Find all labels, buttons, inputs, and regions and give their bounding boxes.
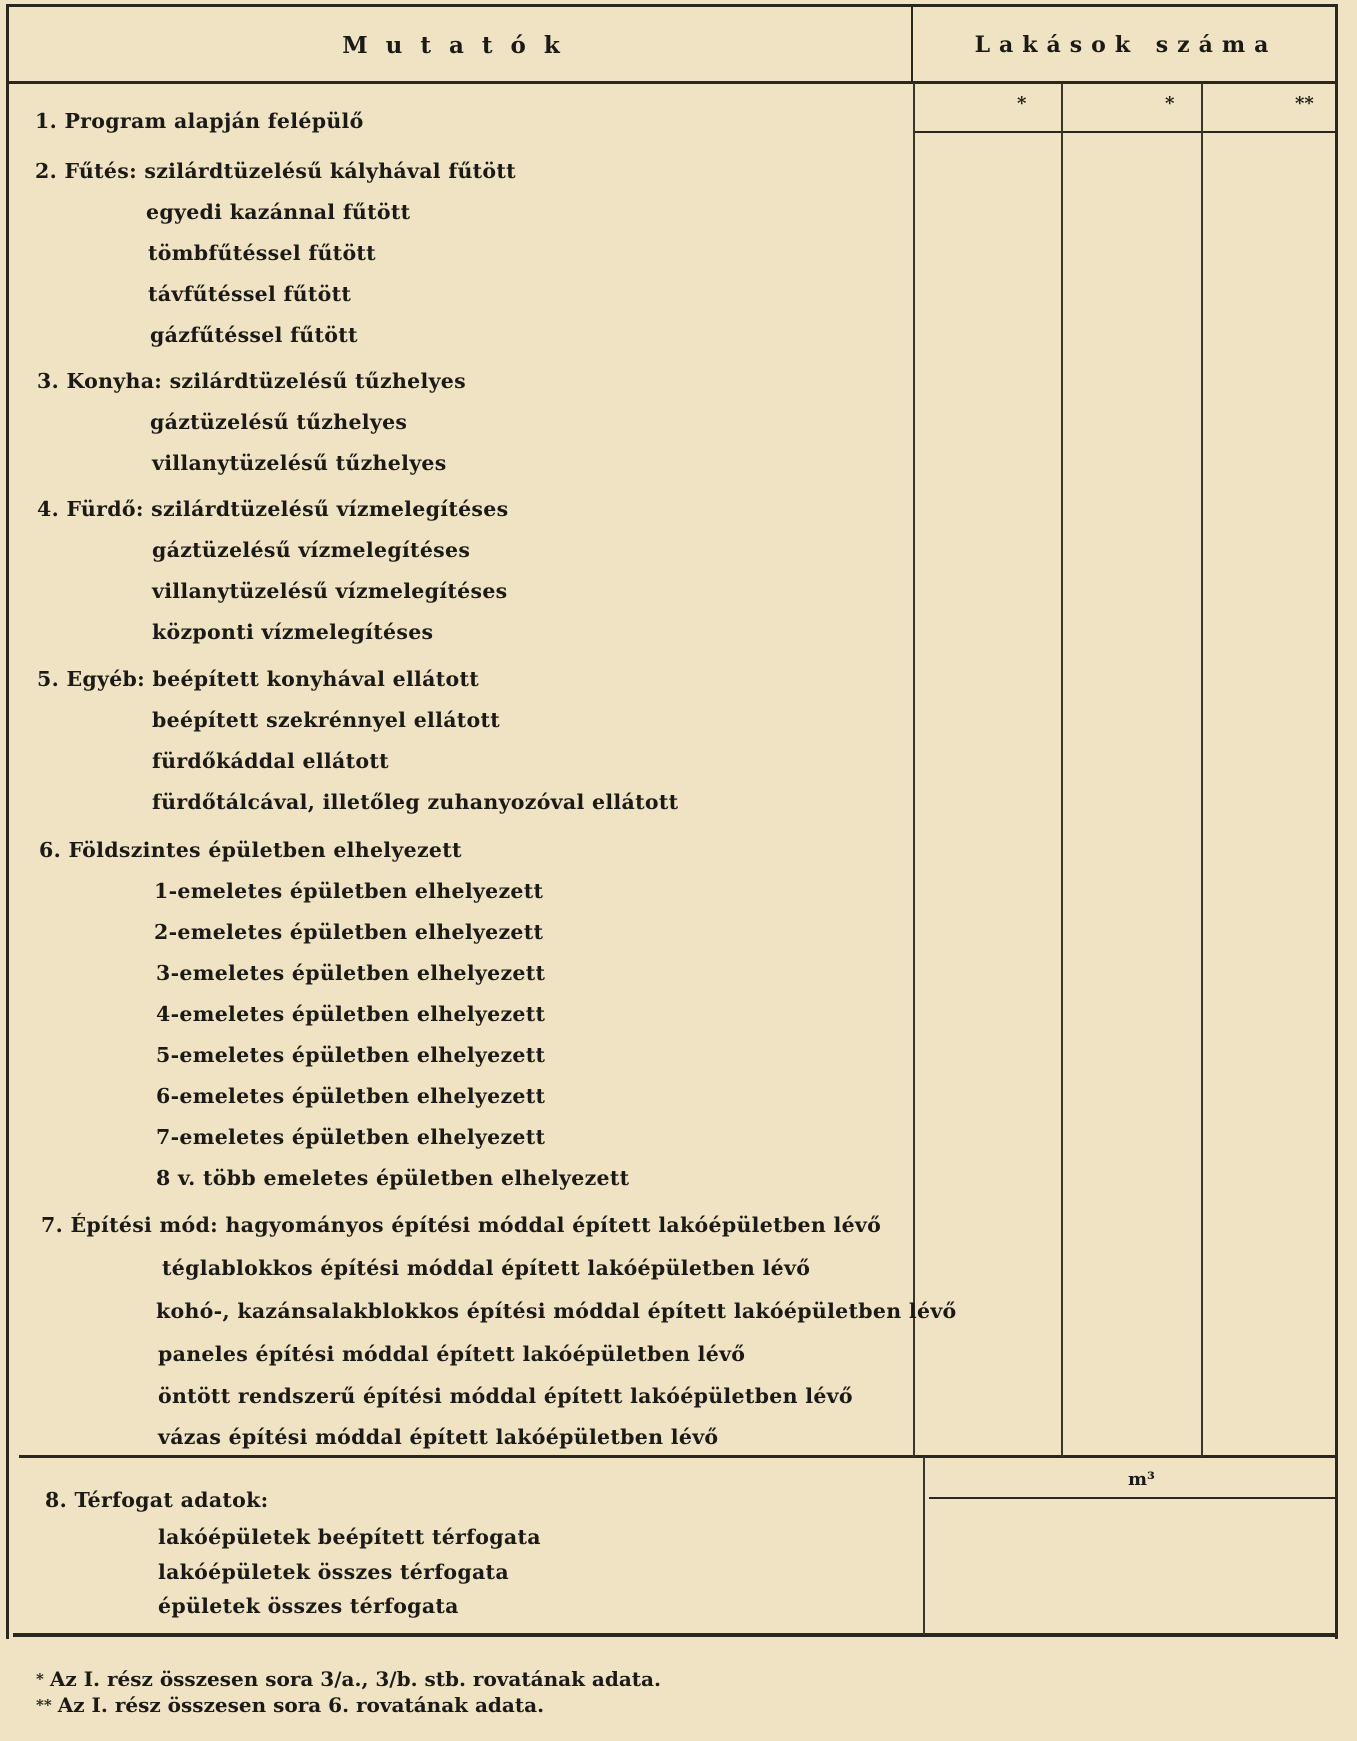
row-2e: gázfűtéssel fűtött	[150, 323, 358, 347]
column-mark-1: *	[1017, 93, 1027, 114]
column-divider-1	[913, 83, 915, 1457]
footnote-1-text: Az I. rész összesen sora 3/a., 3/b. stb. rovatának adata.	[49, 1667, 661, 1691]
row-3c: villanytüzelésű tűzhelyes	[152, 451, 447, 475]
row-6e: 4-emeletes épületben elhelyezett	[156, 1002, 546, 1026]
row-3b: gáztüzelésű tűzhelyes	[150, 410, 408, 434]
footnote-2-text: Az I. rész összesen sora 6. rovatának adata.	[57, 1693, 545, 1717]
footnote-1-mark: *	[36, 1670, 44, 1688]
unit-divider	[929, 1497, 1335, 1499]
row-7e: öntött rendszerű építési móddal épített lakóépületben lévő	[158, 1384, 853, 1408]
row-7: 7. Építési mód: hagyományos építési móddal épített lakóépületben lévő	[41, 1213, 882, 1237]
row-4d: központi vízmelegítéses	[152, 620, 434, 644]
row-6b: 1-emeletes épületben elhelyezett	[154, 879, 544, 903]
row-7f: vázas építési móddal épített lakóépületben lévő	[158, 1425, 719, 1449]
row-4c: villanytüzelésű vízmelegítéses	[152, 579, 508, 603]
volume-row-1: lakóépületek beépített térfogata	[158, 1525, 541, 1549]
section-divider	[19, 1455, 1335, 1458]
row-2: 2. Fűtés: szilárdtüzelésű kályhával fűtött	[35, 159, 516, 183]
row-5c: fürdőkáddal ellátott	[152, 749, 389, 773]
header-divider	[9, 81, 1335, 84]
row-6f: 5-emeletes épületben elhelyezett	[156, 1043, 546, 1067]
row-6: 6. Földszintes épületben elhelyezett	[39, 838, 462, 862]
row-5d: fürdőtálcával, illetőleg zuhanyozóval ellátott	[152, 790, 679, 814]
row-5: 5. Egyéb: beépített konyhával ellátott	[37, 667, 479, 691]
indicators-header: Mutatók	[9, 7, 913, 83]
volume-row-3: épületek összes térfogata	[158, 1594, 459, 1618]
volume-unit: m³	[1128, 1469, 1155, 1490]
row-7d: paneles építési móddal épített lakóépületben lévő	[158, 1342, 746, 1366]
row-2b: egyedi kazánnal fűtött	[146, 200, 411, 224]
marks-divider	[913, 131, 1335, 133]
row-4: 4. Fürdő: szilárdtüzelésű vízmelegítéses	[37, 497, 509, 521]
row-3: 3. Konyha: szilárdtüzelésű tűzhelyes	[37, 369, 466, 393]
row-6i: 8 v. több emeletes épületben elhelyezett	[156, 1166, 630, 1190]
footnotes	[36, 1666, 661, 1718]
bottom-rule	[13, 1633, 1335, 1637]
row-6h: 7-emeletes épületben elhelyezett	[156, 1125, 546, 1149]
row-6g: 6-emeletes épületben elhelyezett	[156, 1084, 546, 1108]
row-6d: 3-emeletes épületben elhelyezett	[156, 961, 546, 985]
row-7c: kohó-, kazánsalakblokkos építési móddal épített lakóépületben lévő	[156, 1299, 957, 1323]
volume-title: 8. Térfogat adatok:	[45, 1488, 269, 1512]
row-2c: tömbfűtéssel fűtött	[148, 241, 376, 265]
column-divider-2	[1061, 83, 1063, 1457]
dwellings-count-header: Lakások száma	[974, 32, 1278, 58]
row-7b: téglablokkos építési móddal épített lakóépületben lévő	[162, 1256, 811, 1280]
volume-row-2: lakóépületek összes térfogata	[158, 1560, 509, 1584]
row-2d: távfűtéssel fűtött	[148, 282, 352, 306]
column-mark-3: **	[1295, 93, 1314, 114]
row-4b: gáztüzelésű vízmelegítéses	[152, 538, 471, 562]
row-5b: beépített szekrénnyel ellátott	[152, 708, 501, 732]
column-divider-3	[1201, 83, 1203, 1457]
row-1: 1. Program alapján felépülő	[35, 109, 364, 133]
column-mark-2: *	[1165, 93, 1175, 114]
row-6c: 2-emeletes épületben elhelyezett	[154, 920, 544, 944]
statistics-form	[6, 4, 1338, 1639]
footnote-2	[36, 1692, 661, 1718]
footnote-1	[36, 1666, 661, 1692]
volume-column-divider	[923, 1457, 925, 1635]
footnote-2-mark: **	[36, 1696, 52, 1714]
